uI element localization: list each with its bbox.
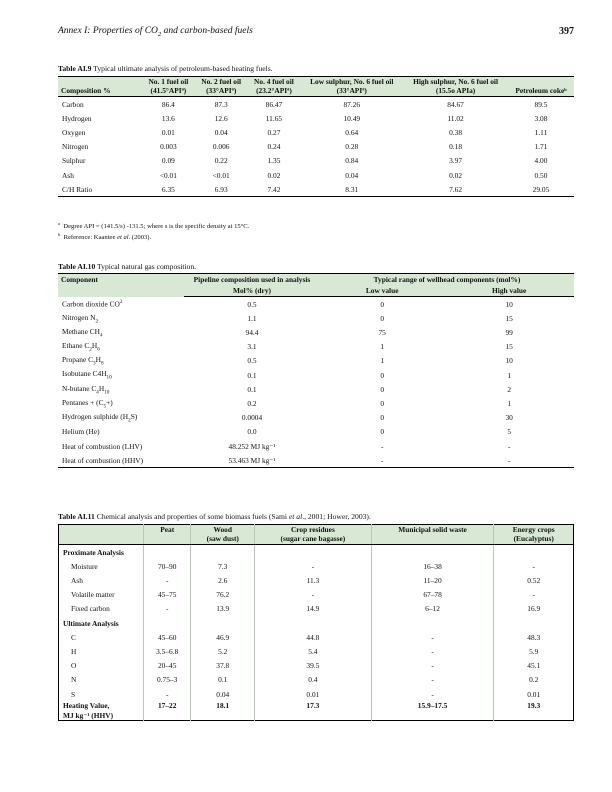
t11-col-header xyxy=(59,525,144,545)
label-subscript: 5 xyxy=(103,403,107,410)
table-cell: 0.52 xyxy=(494,573,574,587)
table-cell: 0.1 xyxy=(247,370,257,380)
t9-col-header xyxy=(195,77,248,97)
table-cell: 48.3 xyxy=(494,630,574,644)
table-cell: 16.9 xyxy=(494,602,574,616)
table-row xyxy=(59,673,574,687)
label-text: Carbon dioxide CO xyxy=(62,299,120,309)
label-text: Heating Value, xyxy=(63,701,110,711)
row-label xyxy=(58,368,184,382)
page-header: Annex I: Properties of $CO_2$ and carbon-based fuels xyxy=(58,26,253,38)
row-label xyxy=(58,354,184,368)
row-label xyxy=(58,382,184,396)
table-cell: 10 xyxy=(505,356,513,366)
table-cell xyxy=(144,545,191,560)
table-cell: 2.6 xyxy=(191,573,255,587)
label-text: Methane CH xyxy=(62,326,100,336)
table-cell: 1.1 xyxy=(247,313,257,323)
table-cell: 87.3 xyxy=(214,99,228,109)
t11-col-header xyxy=(255,525,372,545)
table-cell xyxy=(255,616,372,630)
table-cell xyxy=(371,545,494,560)
label-subscript: 6 xyxy=(97,346,100,353)
table-cell: 44.8 xyxy=(255,630,372,644)
table-cell: 1 xyxy=(380,342,385,352)
table-cell: 89.5 xyxy=(534,99,548,109)
row-label: Volatile matter xyxy=(71,590,115,600)
t9-col-header-line2: (41.5°APIª) xyxy=(150,85,187,95)
table-cell: 1.35 xyxy=(267,156,281,166)
table-row xyxy=(58,325,574,339)
row-label xyxy=(59,701,144,721)
footnote-b: $^b$ Reference: Kaantee et al. (2003). xyxy=(58,232,152,242)
label-text: H xyxy=(91,340,98,350)
t11-col-header xyxy=(371,525,494,545)
table-cell: 2 xyxy=(507,384,512,394)
table-cell: 87.26 xyxy=(343,99,361,109)
table-cell: 0.75–3 xyxy=(144,673,191,687)
label-subscript: 2 xyxy=(95,318,99,325)
table-row xyxy=(58,111,574,125)
table-row xyxy=(58,168,574,182)
t11-col-header-line2: (saw dust) xyxy=(206,533,239,543)
table-cell: 11.65 xyxy=(265,113,283,123)
table-cell: - xyxy=(371,630,494,644)
row-label: N xyxy=(71,675,77,685)
t11-col-header-line2: (Eucalyptus) xyxy=(513,533,554,543)
t9-col-header-line1: High sulphur, No. 6 fuel oil xyxy=(413,77,499,86)
table-cell: 10 xyxy=(505,299,513,309)
t9-col-header-line1: No. 4 fuel oil xyxy=(254,77,294,86)
table-cell: 1.71 xyxy=(534,142,548,152)
table-cell: 94.4 xyxy=(245,328,259,337)
table-cell: - xyxy=(255,559,372,573)
table-cell: 75 xyxy=(378,328,386,337)
row-label xyxy=(58,325,184,339)
row-label xyxy=(58,340,184,354)
table-cell: 7.42 xyxy=(267,184,281,194)
table-cell: 0.1 xyxy=(191,673,255,687)
table-cell: <0.01 xyxy=(159,170,177,180)
label-subscript: 8 xyxy=(100,360,104,367)
label-text: Helium (He) xyxy=(62,427,100,437)
label-text: Isobutane C4H xyxy=(62,369,107,379)
row-label: H xyxy=(71,646,77,656)
table-cell: 0.5 xyxy=(247,356,257,366)
table-cell: 45–60 xyxy=(144,630,191,644)
table-cell: 7.62 xyxy=(449,184,463,194)
label-subscript: 3 xyxy=(93,360,96,367)
table-cell: 45–75 xyxy=(144,588,191,602)
table-cell: 0 xyxy=(380,299,385,309)
table-cell: 0.84 xyxy=(345,156,359,166)
table-row xyxy=(59,687,574,701)
table-cell: - xyxy=(371,644,494,658)
section-label: Proximate Analysis xyxy=(63,547,124,557)
row-label: Ash xyxy=(71,576,83,585)
table-cell: 53.463 MJ kg⁻¹ xyxy=(228,455,276,465)
label-text: H xyxy=(98,383,105,393)
table-cell: 17.3 xyxy=(255,701,372,721)
table-cell: - xyxy=(371,659,494,673)
row-label xyxy=(58,297,184,312)
table-cell: 0.0004 xyxy=(241,413,263,423)
table-row xyxy=(58,125,574,139)
row-label: Moisture xyxy=(71,561,98,571)
t9-col-header-line1: Composition % xyxy=(61,85,111,95)
t11-col-header xyxy=(494,525,574,545)
row-label: Nitrogen xyxy=(62,142,89,152)
table-cell xyxy=(494,545,574,560)
table-cell: 15.9–17.5 xyxy=(371,701,494,721)
t9-col-header-line2: (15.5o APIa) xyxy=(435,85,476,95)
table-cell: 17–22 xyxy=(144,701,191,721)
table-cell: 0.02 xyxy=(267,170,281,180)
row-label xyxy=(58,439,184,453)
table-cell: 0.04 xyxy=(345,170,359,180)
section-label: Ultimate Analysis xyxy=(63,618,119,628)
table10-caption: Table AI.10 Typical natural gas composition. xyxy=(58,262,197,271)
table-row xyxy=(58,354,574,368)
table-cell: 76.2 xyxy=(191,588,255,602)
row-label: Carbon xyxy=(62,99,84,109)
table-cell: 5.4 xyxy=(255,644,372,658)
row-label: C/H Ratio xyxy=(62,184,93,194)
table-cell: 13.9 xyxy=(191,602,255,616)
table-cell: 5.2 xyxy=(191,644,255,658)
t11-col-header xyxy=(191,525,255,545)
table-cell: 0.24 xyxy=(267,142,281,152)
label-text: Propane C xyxy=(62,355,93,365)
table-cell: 1 xyxy=(507,370,512,380)
table-cell: 39.5 xyxy=(255,659,372,673)
table9-caption: Table AI.9 Typical ultimate analysis of petroleum-based heating fuels. xyxy=(58,64,273,73)
table-cell: 1.11 xyxy=(534,128,548,137)
table-cell: 0 xyxy=(380,413,385,423)
label-text: Pentanes + (C xyxy=(62,397,104,407)
table-row xyxy=(58,425,574,439)
table-cell: 0.38 xyxy=(449,128,463,137)
table-cell: 3.08 xyxy=(534,113,548,123)
table-row xyxy=(58,368,574,382)
t11-col-header-line1: Wood xyxy=(213,525,232,534)
t10-h-range: Typical range of wellhead components (mol%) xyxy=(320,274,574,286)
page-number: 397 xyxy=(559,26,574,37)
table-cell: 6–12 xyxy=(371,602,494,616)
t9-col-header-line1: Low sulphur, No. 6 fuel oil xyxy=(310,77,394,86)
table9-footnotes xyxy=(58,221,249,243)
table-row xyxy=(59,602,574,616)
table-cell: 6.93 xyxy=(214,184,228,194)
table-cell: - xyxy=(494,588,574,602)
table-row xyxy=(59,644,574,658)
table-cell: 5.9 xyxy=(494,644,574,658)
table-row xyxy=(58,297,574,312)
table-cell: 84.67 xyxy=(447,99,464,109)
table-cell: 0 xyxy=(380,313,385,323)
table-row xyxy=(58,154,574,168)
table-cell: 0.28 xyxy=(345,142,359,152)
table-cell: 0.27 xyxy=(267,128,281,137)
footnote-a: $^a$ Degree API = (141.5/s) -131.5; where s is the specific density at 15°C. xyxy=(58,221,250,231)
table-cell: 0.1 xyxy=(247,384,257,394)
table-cell: 3.1 xyxy=(247,342,257,352)
table-row xyxy=(58,453,574,468)
table-cell: 0.4 xyxy=(255,673,372,687)
table-cell: 99 xyxy=(505,328,513,337)
t10-h-high: High value xyxy=(444,286,574,297)
row-label xyxy=(58,311,184,325)
label-subscript: 2 xyxy=(89,346,92,353)
table-cell: 0 xyxy=(380,370,385,380)
table-cell: 86.4 xyxy=(161,99,175,109)
table-cell: 10.49 xyxy=(343,113,361,123)
label-subscript: 2 xyxy=(128,417,131,424)
table-cell: 4.00 xyxy=(534,156,548,166)
table-cell: 0.01 xyxy=(161,128,175,137)
table-cell: 16–38 xyxy=(371,559,494,573)
t10-h-mol: Mol% (dry) xyxy=(184,286,320,297)
label-text: Heat of combustion (LHV) xyxy=(62,441,143,451)
row-label xyxy=(58,425,184,439)
table-cell: 0.006 xyxy=(212,142,230,152)
table-cell: 0.0 xyxy=(247,427,257,437)
table-cell: 8.31 xyxy=(345,184,359,194)
table-cell: 5 xyxy=(507,427,512,437)
row-label xyxy=(58,411,184,425)
row-label: Sulphur xyxy=(62,156,86,166)
table-cell: 0.01 xyxy=(494,687,574,701)
table-cell: 15 xyxy=(505,342,513,352)
label-text: Nitrogen N xyxy=(62,312,96,322)
table-cell: 45.1 xyxy=(494,659,574,673)
label-text: N-butane C xyxy=(62,383,97,393)
table-cell: 30 xyxy=(505,413,513,423)
table-cell xyxy=(255,545,372,560)
table-cell: - xyxy=(494,559,574,573)
table-cell: 6.35 xyxy=(161,184,175,194)
section-row xyxy=(59,616,574,630)
row-label xyxy=(58,396,184,410)
row-label: C xyxy=(71,632,76,642)
table-cell: 19.3 xyxy=(494,701,574,721)
row-label: O xyxy=(71,661,77,671)
table-cell: 0.04 xyxy=(191,687,255,701)
label-text: MJ kg⁻¹ (HHV) xyxy=(63,710,114,720)
table-cell: 0.2 xyxy=(247,398,257,408)
table11-header-row xyxy=(59,525,574,545)
table-cell: - xyxy=(371,673,494,687)
row-label: Hydrogen xyxy=(62,113,92,123)
table-cell: 0.64 xyxy=(345,128,359,137)
table-cell: - xyxy=(144,687,191,701)
label-text: S) xyxy=(130,411,138,421)
table11-caption: Table AI.11 Chemical analysis and properties of some biomass fuels (Sami et al., 2001; Hower, 2003). xyxy=(58,512,371,521)
table-cell: - xyxy=(144,602,191,616)
table-cell: 1 xyxy=(380,356,385,366)
table-cell: 15 xyxy=(505,313,513,323)
table-row xyxy=(59,559,574,573)
table-cell: 11.3 xyxy=(255,573,372,587)
table-cell xyxy=(371,616,494,630)
table-cell: 48.252 MJ kg⁻¹ xyxy=(228,441,276,451)
table-cell: 0.02 xyxy=(449,170,463,180)
table-cell: 14.9 xyxy=(255,602,372,616)
t9-col-header xyxy=(58,77,142,97)
table-cell: - xyxy=(255,588,372,602)
t9-col-header-line2: (23.2°APIª) xyxy=(256,85,292,95)
t9-col-header-line1: No. 1 fuel oil xyxy=(148,77,189,86)
section-row xyxy=(59,545,574,560)
table-cell: 12.6 xyxy=(214,113,228,123)
table-row xyxy=(58,439,574,453)
t11-col-header-line1: Municipal solid waste xyxy=(398,525,467,534)
table-cell: - xyxy=(507,455,511,465)
table-cell: 11–20 xyxy=(371,573,494,587)
table-row xyxy=(59,630,574,644)
row-label: S xyxy=(71,689,76,699)
t11-col-header-line2: (sugar cane bagasse) xyxy=(280,533,346,543)
table9-header-row xyxy=(58,77,574,97)
table-cell: <0.01 xyxy=(212,170,230,180)
t9-col-header xyxy=(300,77,403,97)
table-ai9 xyxy=(58,76,574,197)
table-cell: - xyxy=(371,687,494,701)
row-label xyxy=(58,453,184,468)
t10-h-component: Component xyxy=(58,274,184,297)
t11-col-header-line1: Peat xyxy=(160,525,175,534)
table-cell: 0 xyxy=(380,384,385,394)
table-cell: 1 xyxy=(507,398,512,408)
table-cell: 13.6 xyxy=(161,113,175,123)
table-cell: 0 xyxy=(380,427,385,437)
t9-col-header xyxy=(403,77,508,97)
table-row xyxy=(58,396,574,410)
label-subscript: 10 xyxy=(104,388,110,395)
table-cell: 18.1 xyxy=(191,701,255,721)
table-row xyxy=(59,573,574,587)
label-text: Hydrogen sulphide (H xyxy=(62,411,129,421)
header-title: Annex I: Properties of CO xyxy=(58,26,158,36)
table-row xyxy=(58,97,574,112)
label-text: Ethane C xyxy=(62,340,90,350)
table-cell: 29.05 xyxy=(532,184,550,194)
table-cell xyxy=(191,545,255,560)
table-cell: - xyxy=(144,573,191,587)
table-cell: 3.97 xyxy=(449,156,463,166)
table-row xyxy=(59,659,574,673)
table-cell: 67–78 xyxy=(371,588,494,602)
table-cell: 0.04 xyxy=(214,128,228,137)
table-cell xyxy=(191,616,255,630)
table-cell: - xyxy=(380,455,384,465)
table-cell xyxy=(144,616,191,630)
table-row xyxy=(58,382,574,396)
t9-col-header xyxy=(142,77,195,97)
table-row xyxy=(58,140,574,154)
table-ai10 xyxy=(58,273,574,468)
table-row xyxy=(58,182,574,197)
t10-h-low: Low value xyxy=(320,286,444,297)
label-subscript: 2 xyxy=(119,299,123,306)
table-cell: - xyxy=(507,441,511,451)
table-cell: 46.9 xyxy=(191,630,255,644)
table-cell xyxy=(494,616,574,630)
t9-col-header-line1: No. 2 fuel oil xyxy=(201,77,242,86)
table-row xyxy=(59,588,574,602)
label-text: H xyxy=(95,355,101,365)
table-ai11 xyxy=(58,524,574,721)
t10-h-pipeline: Pipeline composition used in analysis xyxy=(184,274,320,286)
table-cell: - xyxy=(380,441,384,451)
label-subscript: 10 xyxy=(106,374,112,381)
table-cell: 0.09 xyxy=(161,156,175,166)
table-cell: 70–90 xyxy=(144,559,191,573)
table-cell: 37.8 xyxy=(191,659,255,673)
table-cell: 0.50 xyxy=(534,170,548,180)
row-label: Ash xyxy=(62,170,74,180)
t9-col-header xyxy=(508,77,574,97)
table-row xyxy=(58,311,574,325)
t11-col-header-line1: Energy crops xyxy=(512,525,555,534)
table-cell: 86.47 xyxy=(265,99,283,109)
table-cell: 7.3 xyxy=(191,559,255,573)
table-cell: 0.003 xyxy=(160,142,177,152)
table-cell: 0.2 xyxy=(494,673,574,687)
table-cell: 3.5–6.8 xyxy=(144,644,191,658)
table-cell: 0.5 xyxy=(247,299,257,309)
heating-value-row xyxy=(59,701,574,721)
table-cell: 0 xyxy=(380,398,385,408)
row-label: Oxygen xyxy=(62,128,86,137)
table-cell: 20–45 xyxy=(144,659,191,673)
table-row xyxy=(58,411,574,425)
t9-col-header-line1: Petroleum cokeᵇ xyxy=(515,85,567,95)
row-label: Fixed carbon xyxy=(71,604,110,614)
t9-col-header xyxy=(248,77,301,97)
t11-col-header xyxy=(144,525,191,545)
t9-col-header-line2: (33°APIª) xyxy=(206,85,237,95)
t9-col-header-line2: (33°APIª) xyxy=(336,85,367,95)
label-text: +) xyxy=(106,397,113,407)
table-cell: 11.02 xyxy=(447,113,464,123)
table-cell: 0.22 xyxy=(214,156,228,166)
label-text: Heat of combustion (HHV) xyxy=(62,455,144,465)
table-cell: 0.01 xyxy=(255,687,372,701)
table-row xyxy=(58,340,574,354)
label-subscript: 4 xyxy=(99,332,103,339)
label-subscript: 4 xyxy=(96,388,99,395)
table-cell: 0.18 xyxy=(449,142,463,152)
t11-col-header-line1: Crop residues xyxy=(290,525,335,534)
